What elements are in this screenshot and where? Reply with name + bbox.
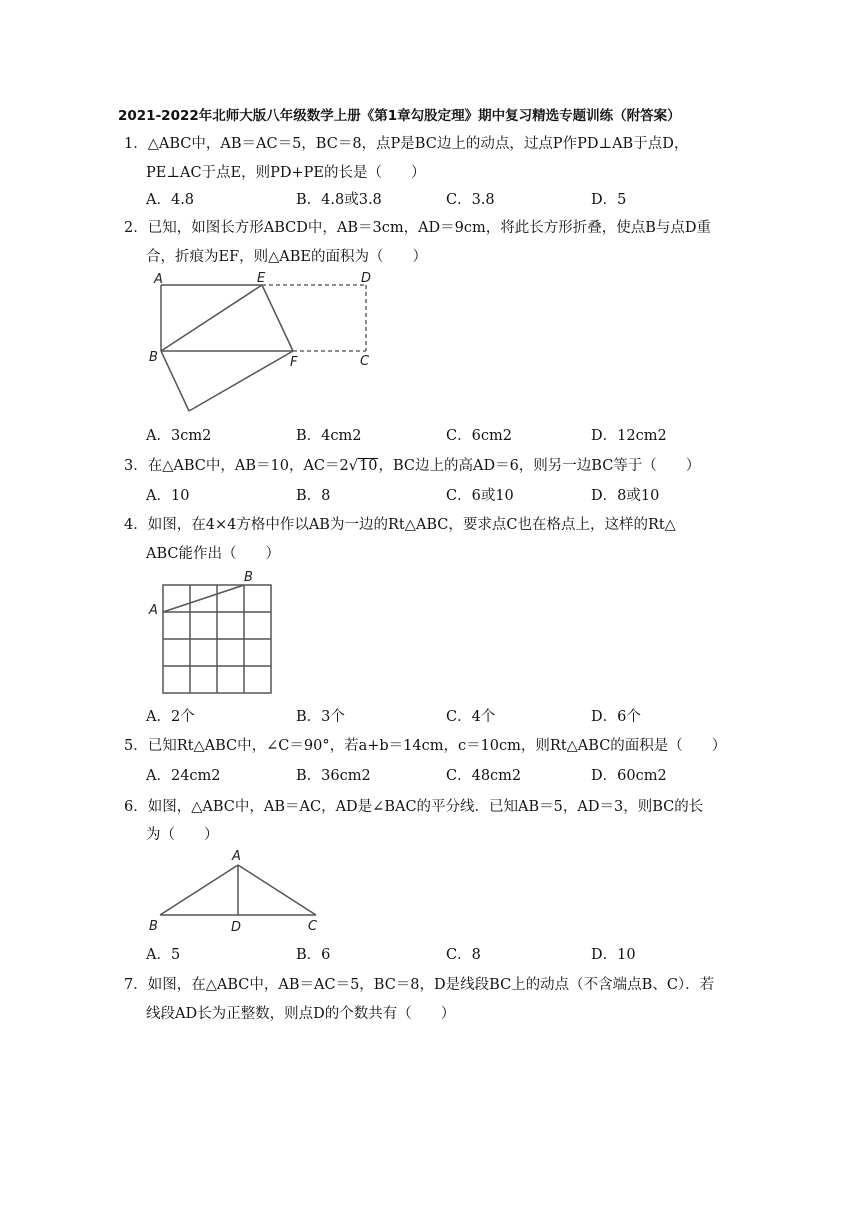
question-4-number: 4． <box>124 517 148 533</box>
question-5-line-1 <box>124 734 726 755</box>
question-5-option-b: B．36cm2 <box>296 768 371 784</box>
fig4-label-a: A <box>149 603 158 618</box>
question-6-line-1 <box>124 795 703 816</box>
question-6-option-a: A．5 <box>146 947 181 963</box>
question-3-option-b: B．8 <box>296 488 331 504</box>
question-1-number: 1． <box>124 136 148 152</box>
question-7-line-2: 线段AD长为正整数，则点D的个数共有（ ） <box>146 1006 456 1022</box>
question-2-figure <box>140 266 390 416</box>
fig4-segment-ab <box>163 585 244 612</box>
fig6-label-c: C <box>308 919 318 934</box>
fig2-label-e: E <box>257 271 266 286</box>
question-3-option-d: D．8或10 <box>591 488 660 504</box>
question-5-text-1: 已知Rt△ABC中，∠C＝90°，若a+b＝14cm，c＝10cm，则Rt△ABC的面积是（ ） <box>147 738 727 754</box>
fig6-label-d: D <box>231 920 242 935</box>
fig2-label-a: A <box>154 272 163 287</box>
question-6-number: 6． <box>124 799 148 815</box>
question-2-option-c: C．6cm2 <box>446 428 512 444</box>
question-1-line-2: PE⊥AC于点E，则PD+PE的长是（ ） <box>146 165 426 181</box>
question-2-option-a: A．3cm2 <box>146 428 212 444</box>
fig2-label-c: C <box>360 354 370 369</box>
question-4-line-2: ABC能作出（ ） <box>146 546 280 562</box>
question-1-option-b: B．4.8或3.8 <box>296 192 382 208</box>
question-7-text-1: 如图，在△ABC中，AB＝AC＝5，BC＝8，D是线段BC上的动点（不含端点B、C）．若 <box>147 977 715 993</box>
question-7-number: 7． <box>124 977 148 993</box>
question-2-number: 2． <box>124 220 148 236</box>
sqrt-radicand: 10 <box>359 458 378 474</box>
question-3-number: 3． <box>124 458 148 474</box>
fig2-label-d: D <box>361 271 372 286</box>
question-7-line-1 <box>124 973 714 994</box>
question-6-option-c: C．8 <box>446 947 481 963</box>
question-3-text-b: ，BC边上的高AD＝6，则另一边BC等于（ ） <box>378 458 701 474</box>
question-5-number: 5． <box>124 738 148 754</box>
question-6-figure <box>140 846 340 936</box>
question-4-option-d: D．6个 <box>591 709 641 725</box>
question-2-text-1: 已知，如图长方形ABCD中，AB＝3cm，AD＝9cm，将此长方形折叠，使点B与点D重 <box>147 220 712 236</box>
question-5-option-d: D．60cm2 <box>591 768 667 784</box>
question-3-line-1 <box>124 454 700 475</box>
page-title: 2021-2022年北师大版八年级数学上册《第1章勾股定理》期中复习精选专题训练（附答案） <box>118 108 681 124</box>
question-4-text-1: 如图，在4×4方格中作以AB为一边的Rt△ABC，要求点C也在格点上，这样的Rt△ <box>147 517 676 533</box>
question-2-option-d: D．12cm2 <box>591 428 667 444</box>
question-4-line-1 <box>124 513 676 534</box>
question-1-option-d: D．5 <box>591 192 627 208</box>
sqrt-symbol: √ <box>348 458 358 474</box>
fig6-edge-ac <box>238 865 316 915</box>
question-2-line-1 <box>124 216 711 237</box>
question-1-option-c: C．3.8 <box>446 192 495 208</box>
fig2-edge-be <box>161 285 262 351</box>
fig4-label-b: B <box>244 570 253 585</box>
fig6-edge-ab <box>160 865 238 915</box>
fig2-edge-folded-to-f <box>189 351 293 411</box>
question-3-option-a: A．10 <box>146 488 190 504</box>
question-6-option-d: D．10 <box>591 947 636 963</box>
question-1-option-a: A．4.8 <box>146 192 195 208</box>
fig2-edge-b-to-folded <box>161 351 189 411</box>
question-3-option-c: C．6或10 <box>446 488 514 504</box>
fig6-label-b: B <box>149 919 158 934</box>
question-4-option-a: A．2个 <box>146 709 195 725</box>
question-6-option-b: B．6 <box>296 947 331 963</box>
fig2-edge-ef <box>262 285 293 351</box>
question-1-line-1 <box>124 132 688 153</box>
question-6-line-2: 为（ ） <box>146 827 219 843</box>
question-5-option-c: C．48cm2 <box>446 768 522 784</box>
fig2-label-b: B <box>149 350 158 365</box>
question-4-option-c: C．4个 <box>446 709 496 725</box>
question-6-text-1: 如图，△ABC中，AB＝AC，AD是∠BAC的平分线．已知AB＝5，AD＝3，则BC的长 <box>147 799 704 815</box>
question-2-option-b: B．4cm2 <box>296 428 362 444</box>
fig2-label-f: F <box>290 355 298 370</box>
question-2-line-2: 合，折痕为EF，则△ABE的面积为（ ） <box>146 249 428 265</box>
question-3-text-a: 在△ABC中，AB＝10，AC＝2 <box>147 458 349 474</box>
question-5-option-a: A．24cm2 <box>146 768 221 784</box>
question-4-figure <box>144 566 284 698</box>
question-1-text-1: △ABC中，AB＝AC＝5，BC＝8，点P是BC边上的动点，过点P作PD⊥AB于点D， <box>147 136 689 152</box>
fig6-label-a: A <box>232 849 241 864</box>
question-4-option-b: B．3个 <box>296 709 345 725</box>
